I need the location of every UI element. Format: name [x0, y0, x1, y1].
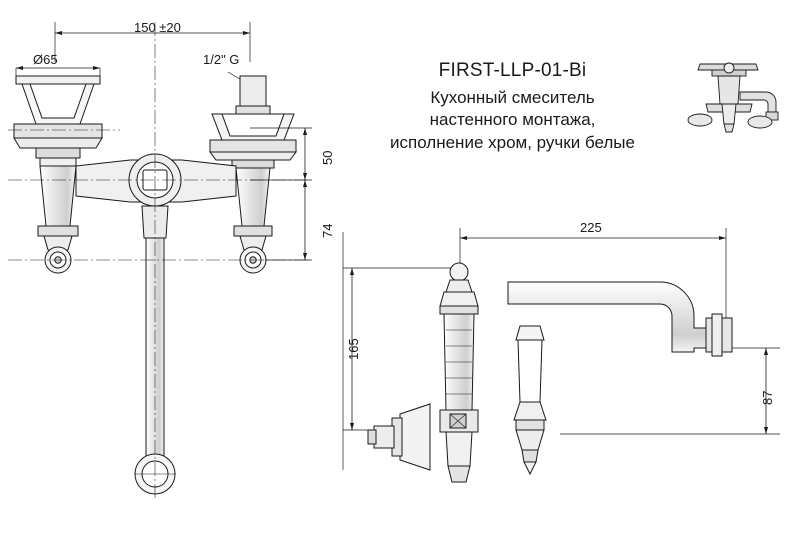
dimension-inlet-to-axis: 50 [320, 150, 335, 165]
dimension-axis-to-handle: 74 [320, 223, 335, 238]
side-view-geometry [343, 228, 780, 482]
front-view-geometry [8, 22, 312, 500]
dimension-center-distance: 150 ±20 [134, 20, 181, 35]
dimension-thread-size: 1/2" G [203, 52, 240, 67]
dimension-overall-height: 165 [346, 338, 361, 360]
product-description-line-2: настенного монтажа, [429, 110, 596, 130]
product-description-line-3: исполнение хром, ручки белые [390, 132, 635, 152]
dimension-flange-diameter: Ø65 [33, 52, 58, 67]
product-description-line-1: Кухонный смеситель [430, 88, 595, 107]
title-block [340, 60, 685, 154]
product-code: FIRST-LLP-01-Bi [438, 60, 587, 81]
dimension-spout-height: 87 [760, 390, 775, 405]
product-photo-thumbnail [688, 63, 778, 132]
dimension-spout-reach: 225 [580, 220, 602, 235]
